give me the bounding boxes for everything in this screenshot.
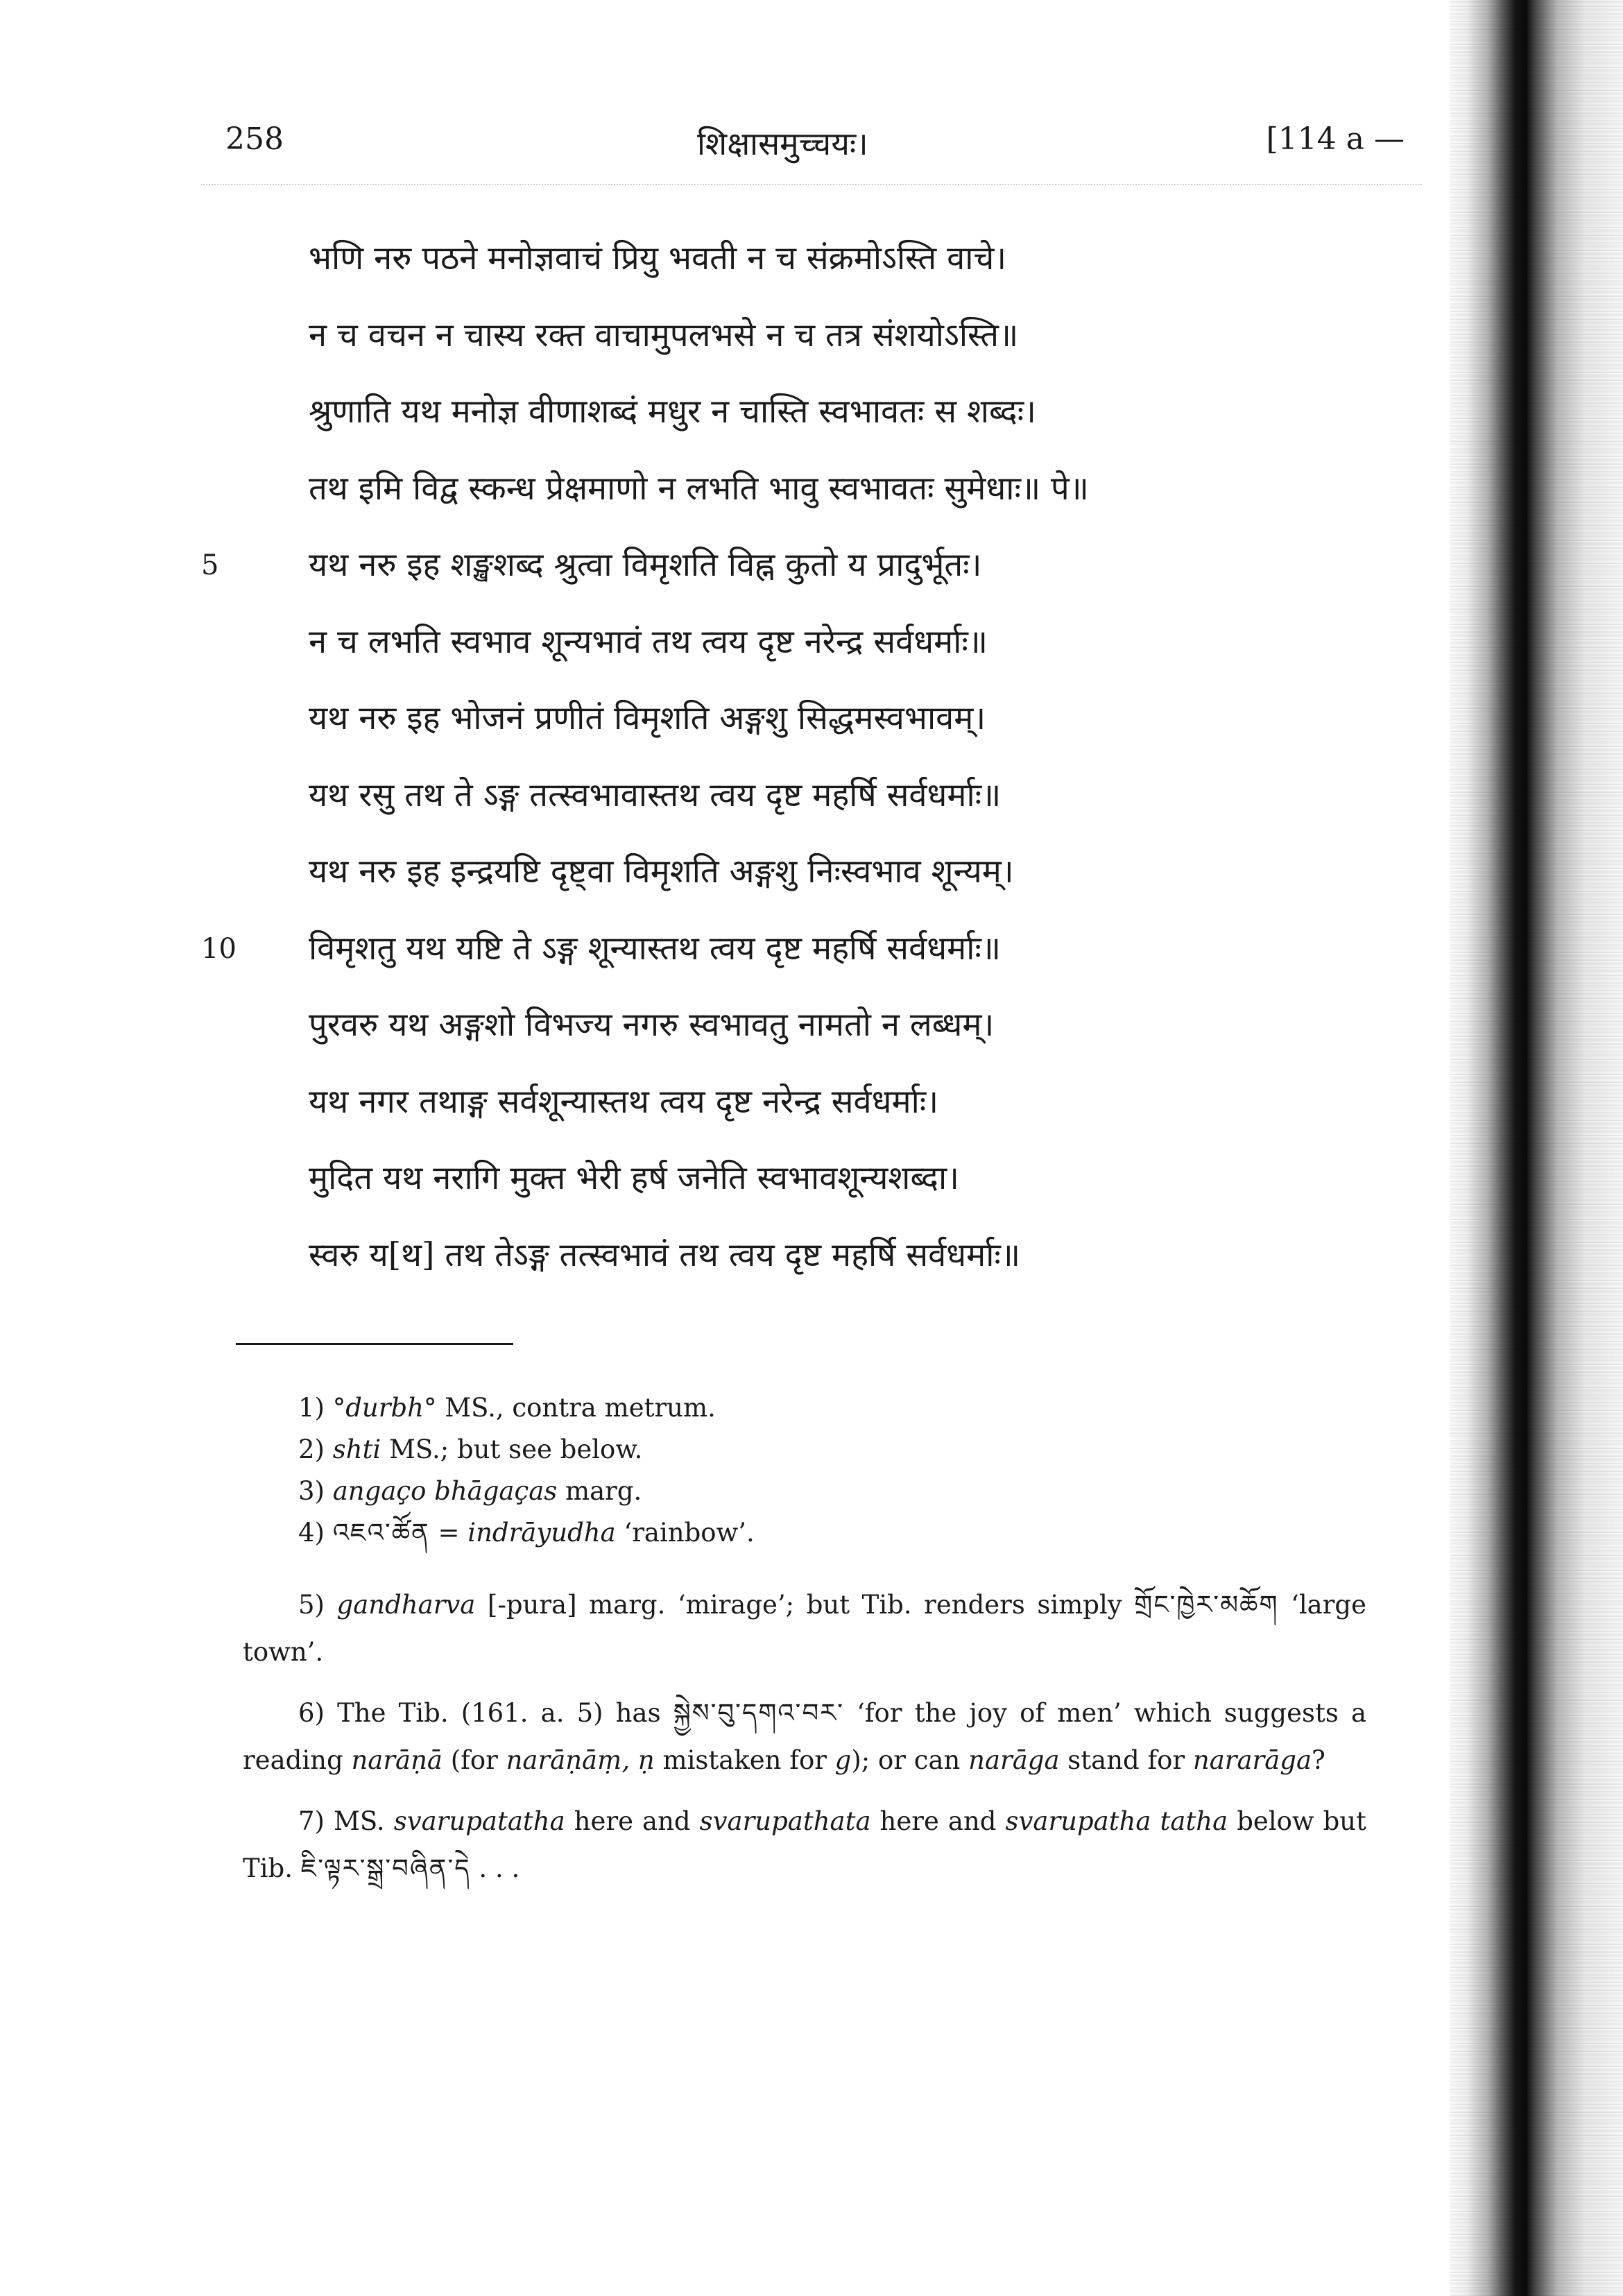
- footnote-italic: °durbh°: [332, 1393, 437, 1423]
- footnote-separator: [236, 1343, 513, 1345]
- footnote-text: [-pura] marg. ‘mirage’; but Tib. renders simply: [475, 1590, 1135, 1620]
- line-number: 5: [201, 549, 219, 581]
- footnote-text: ?: [1312, 1745, 1325, 1775]
- footnote-text: MS.: [334, 1806, 394, 1836]
- footnote-text: (for: [442, 1745, 506, 1775]
- verse-block: [201, 221, 1436, 1294]
- footnote-italic: svarupathata: [699, 1806, 871, 1836]
- footnote-text: . . .: [470, 1853, 520, 1883]
- footnote-italic: narāga: [968, 1745, 1060, 1775]
- verse-text: न च वचन न चास्य रक्त वाचामुपलभसे न च तत्र संशयोऽस्ति॥: [309, 316, 1019, 354]
- footnote-number: 7): [298, 1806, 325, 1836]
- verse-line: [201, 451, 1436, 528]
- verse-line: [201, 1140, 1436, 1217]
- footnote-number: 4): [298, 1518, 325, 1548]
- footnote-4: [243, 1512, 1366, 1554]
- footnote-number: 1): [298, 1393, 325, 1423]
- verse-text: यथ नरु इह इन्द्रयष्टि दृष्ट्वा विमृशति अङ्गशु निःस्वभाव शून्यम्।: [309, 853, 1014, 891]
- footnote-number: 3): [298, 1476, 325, 1506]
- running-title: शिक्षासमुच्चयः।: [697, 125, 868, 162]
- footnote-text: mistaken for: [654, 1745, 835, 1775]
- footnote-italic: gandharva: [336, 1590, 476, 1620]
- footnote-number: 5): [298, 1590, 325, 1620]
- footnote-text: [426, 1476, 434, 1506]
- footnote-text: =: [429, 1518, 468, 1548]
- tibetan-text: སྐྱེས་བུ་དགའ་བར་: [673, 1698, 844, 1728]
- verse-line: [201, 1217, 1436, 1294]
- verse-line: [201, 1064, 1436, 1141]
- footnote-number: 2): [298, 1434, 325, 1464]
- footnote-italic: narāṇā: [351, 1745, 443, 1775]
- footnote-italic: indrāyudha: [467, 1518, 616, 1548]
- footnote-italic: nararāga: [1192, 1745, 1312, 1775]
- verse-line: [201, 987, 1436, 1064]
- verse-text: भणि नरु पठने मनोज्ञवाचं प्रियु भवती न च संक्रमोऽस्ति वाचे।: [309, 239, 1007, 277]
- footnote-text: ‘rainbow’.: [615, 1518, 755, 1548]
- footnote-7: [243, 1798, 1366, 1892]
- footnote-italic: narāṇāṃ, ṇ: [506, 1745, 655, 1775]
- footnote-italic: svarupatatha: [393, 1806, 565, 1836]
- verse-line: [201, 911, 1436, 988]
- verse-text: यथ नरु इह शङ्खशब्द श्रुत्वा विमृशति विह्न कुतो य प्रादुर्भूतः।: [309, 546, 982, 584]
- footnote-1: [243, 1387, 1366, 1429]
- footnote-2: [243, 1429, 1366, 1471]
- footnote-6: [243, 1690, 1366, 1784]
- binding-crease: [1523, 0, 1527, 2296]
- footnote-text: stand for: [1059, 1745, 1193, 1775]
- verse-line: [201, 834, 1436, 911]
- footnote-3: [243, 1471, 1366, 1512]
- page-number: 258: [225, 121, 284, 157]
- footnote-5: [243, 1582, 1366, 1676]
- verse-line: [201, 527, 1436, 604]
- verse-text: मुदित यथ नरागि मुक्त भेरी हर्ष जनेति स्वभावशून्यशब्दा।: [309, 1159, 959, 1197]
- footnote-italic: angaço: [332, 1476, 427, 1506]
- footnote-italic: svarupatha tatha: [1005, 1806, 1228, 1836]
- verse-line: [201, 680, 1436, 757]
- verse-line: [201, 298, 1436, 375]
- footnote-text: here and: [565, 1806, 700, 1836]
- verse-text: यथ नगर तथाङ्ग सर्वशून्यास्तथ त्वय दृष्ट नरेन्द्र सर्वधर्माः।: [309, 1082, 939, 1121]
- verse-line: [201, 604, 1436, 681]
- footnote-text: MS.; but see below.: [381, 1434, 643, 1464]
- verse-text: न च लभति स्वभाव शून्यभावं तथ त्वय दृष्ट नरेन्द्र सर्वधर्माः॥: [309, 622, 988, 661]
- tibetan-text: གྲོང་ཁྱེར་མཆོག: [1134, 1590, 1279, 1620]
- footnote-text: ); or can: [851, 1745, 969, 1775]
- footnotes: [243, 1387, 1366, 1892]
- footnote-text: MS., contra metrum.: [436, 1393, 716, 1423]
- footnote-italic: shti: [332, 1434, 381, 1464]
- footnote-text: ‘large town’.: [243, 1590, 1367, 1667]
- verse-line: [201, 757, 1436, 834]
- footnote-text: marg.: [557, 1476, 642, 1506]
- header-divider: [201, 184, 1422, 185]
- footnote-text: here and: [870, 1806, 1006, 1836]
- footnote-text: below but Tib.: [243, 1806, 1367, 1883]
- verse-text: श्रुणाति यथ मनोज्ञ वीणाशब्दं मधुर न चास्ति स्वभावतः स शब्दः।: [309, 393, 1036, 431]
- footnote-italic: g: [834, 1745, 852, 1775]
- footnote-text: ‘for the joy of men’ which suggests a reading: [243, 1698, 1367, 1775]
- tibetan-text: ཇི་ལྟར་སྒྲ་བཞིན་དེ: [300, 1853, 471, 1883]
- scan-binding-edge: [1450, 0, 1623, 2296]
- verse-line: [201, 221, 1436, 298]
- folio-reference: [114 a —: [1266, 121, 1405, 157]
- verse-text: स्वरु य[थ] तथ तेऽङ्ग तत्स्वभावं तथ त्वय दृष्ट महर्षि सर्वधर्माः॥: [309, 1235, 1021, 1274]
- verse-text: तथ इमि विद्व स्कन्ध प्रेक्षमाणो न लभति भावु स्वभावतः सुमेधाः॥ पे॥: [309, 469, 1089, 508]
- footnote-text: The Tib. (161. a. 5) has: [337, 1698, 673, 1728]
- verse-text: यथ रसु तथ ते ऽङ्ग तत्स्वभावास्तथ त्वय दृष्ट महर्षि सर्वधर्माः॥: [309, 776, 1002, 814]
- verse-line: [201, 374, 1436, 451]
- verse-text: पुरवरु यथ अङ्गशो विभज्य नगरु स्वभावतु नामतो न लब्धम्।: [309, 1006, 995, 1044]
- verse-text: विमृशतु यथ यष्टि ते ऽङ्ग शून्यास्तथ त्वय दृष्ट महर्षि सर्वधर्माः॥: [309, 929, 1002, 968]
- tibetan-text: འཇའ་ཚོན: [332, 1518, 430, 1548]
- page-header: [225, 121, 1405, 170]
- footnote-italic: bhāgaças: [434, 1476, 558, 1506]
- verse-text: यथ नरु इह भोजनं प्रणीतं विमृशति अङ्गशु सिद्धमस्वभावम्।: [309, 699, 986, 737]
- footnote-number: 6): [298, 1698, 325, 1728]
- line-number: 10: [201, 932, 237, 965]
